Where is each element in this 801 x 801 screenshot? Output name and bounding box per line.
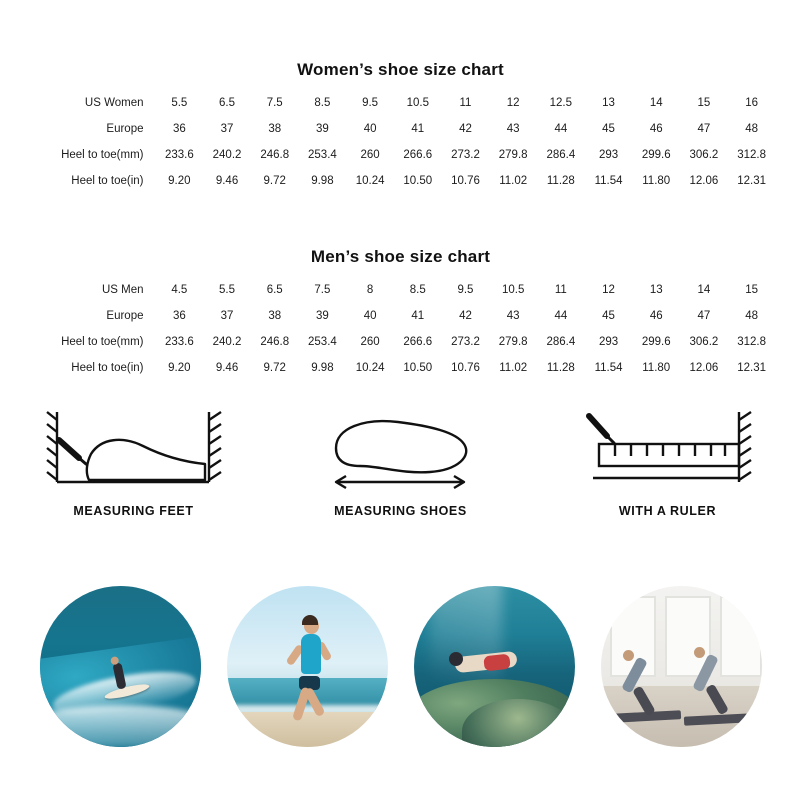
cell: 44: [554, 123, 568, 135]
measuring-methods-row: [0, 410, 801, 518]
cell: 12: [602, 284, 615, 296]
cell: 299.6: [641, 336, 671, 348]
cell: 10.50: [403, 175, 433, 187]
cell: 10.5: [406, 97, 429, 109]
cell: 7.5: [314, 284, 331, 296]
cell: 312.8: [737, 149, 767, 161]
table-row: [26, 355, 776, 381]
measuring-shoes-item: [281, 410, 521, 518]
cell: 42: [459, 123, 472, 135]
cell: 11.02: [499, 175, 528, 187]
cell: 10.5: [501, 284, 525, 296]
cell: 10.24: [355, 175, 385, 187]
row-label: US Men: [101, 284, 144, 296]
cell: 37: [220, 123, 234, 135]
cell: 14: [697, 284, 711, 296]
cell: 306.2: [689, 149, 719, 161]
foot-against-wall-icon: [14, 410, 254, 490]
with-a-ruler-caption: WITH A RULER: [618, 504, 717, 518]
cell: 253.4: [308, 149, 337, 161]
cell: 286.4: [546, 336, 576, 348]
cell: 260: [360, 336, 380, 348]
cell: 12.31: [737, 362, 767, 374]
cell: 8.5: [314, 97, 331, 109]
cell: 13: [649, 284, 663, 296]
cell: 4.5: [171, 284, 188, 296]
cell: 40: [363, 310, 377, 322]
cell: 15: [697, 97, 711, 109]
row-label: Heel to toe(in): [71, 362, 144, 374]
row-label: US Women: [84, 97, 144, 109]
cell: 11.54: [594, 175, 623, 187]
cell: 6.5: [219, 97, 236, 109]
cell: 9.20: [168, 362, 191, 374]
row-label: Europe: [106, 123, 144, 135]
mens-size-table: [26, 277, 776, 381]
row-label: Heel to toe(in): [71, 175, 144, 187]
cell: 286.4: [546, 149, 576, 161]
cell: 12.06: [689, 175, 719, 187]
cell: 47: [697, 310, 711, 322]
cell: 13: [602, 97, 615, 109]
table-row: [26, 168, 776, 194]
cell: 9.46: [215, 175, 239, 187]
cell: 12: [506, 97, 520, 109]
cell: 240.2: [212, 149, 242, 161]
cell: 9.5: [457, 284, 474, 296]
cell: 45: [602, 123, 615, 135]
cell: 9.98: [311, 175, 334, 187]
cell: 15: [745, 284, 759, 296]
measuring-feet-caption: MEASURING FEET: [73, 504, 194, 518]
cell: 38: [268, 310, 282, 322]
cell: 43: [506, 123, 520, 135]
cell: 14: [649, 97, 663, 109]
cell: 37: [220, 310, 234, 322]
table-row: [26, 329, 776, 355]
cell: 9.98: [311, 362, 334, 374]
row-label: Europe: [106, 310, 144, 322]
cell: 233.6: [164, 336, 194, 348]
cell: 240.2: [212, 336, 242, 348]
ruler-against-wall-icon: [548, 410, 788, 490]
cell: 9.20: [168, 175, 191, 187]
cell: 11.80: [642, 362, 671, 374]
cell: 39: [316, 310, 329, 322]
cell: 9.72: [263, 362, 286, 374]
cell: 44: [554, 310, 568, 322]
womens-chart-title: Women’s shoe size chart: [297, 60, 504, 79]
cell: 41: [411, 310, 425, 322]
mens-chart-title: Men’s shoe size chart: [310, 247, 491, 266]
cell: 9.72: [263, 175, 286, 187]
cell: 306.2: [689, 336, 719, 348]
lifestyle-photos-row: [0, 586, 801, 747]
table-row: [26, 277, 776, 303]
cell: 46: [649, 310, 663, 322]
cell: 40: [363, 123, 377, 135]
cell: 45: [602, 310, 615, 322]
snorkeling-photo: [414, 586, 575, 747]
cell: 312.8: [737, 336, 767, 348]
cell: 233.6: [164, 149, 194, 161]
cell: 11.02: [499, 362, 528, 374]
cell: 12.5: [549, 97, 573, 109]
cell: 12.31: [737, 175, 767, 187]
cell: 11.80: [642, 175, 671, 187]
cell: 10.76: [451, 362, 480, 374]
cell: 36: [172, 310, 186, 322]
cell: 48: [745, 310, 759, 322]
with-a-ruler-item: [548, 410, 788, 518]
cell: 41: [411, 123, 425, 135]
cell: 293: [598, 149, 619, 161]
cell: 260: [360, 149, 380, 161]
table-row: [26, 303, 776, 329]
cell: 42: [459, 310, 472, 322]
cell: 11.54: [594, 362, 623, 374]
table-row: [26, 142, 776, 168]
cell: 266.6: [403, 149, 433, 161]
cell: 273.2: [451, 336, 480, 348]
cell: 5.5: [219, 284, 236, 296]
cell: 6.5: [266, 284, 283, 296]
table-row: [26, 116, 776, 142]
cell: 299.6: [641, 149, 671, 161]
cell: 36: [172, 123, 186, 135]
cell: 47: [697, 123, 711, 135]
womens-size-chart: [0, 60, 801, 194]
cell: 8: [366, 284, 374, 296]
cell: 12.06: [689, 362, 719, 374]
cell: 253.4: [308, 336, 337, 348]
table-row: [26, 90, 776, 116]
womens-size-table: [26, 90, 776, 194]
cell: 279.8: [498, 149, 528, 161]
cell: 11: [459, 97, 472, 109]
cell: 279.8: [498, 336, 528, 348]
surfing-photo: [40, 586, 201, 747]
cell: 266.6: [403, 336, 433, 348]
cell: 16: [745, 97, 759, 109]
measuring-shoes-caption: MEASURING SHOES: [334, 504, 467, 518]
mens-size-chart: [0, 247, 801, 381]
cell: 10.76: [451, 175, 480, 187]
cell: 11.28: [546, 175, 575, 187]
cell: 9.5: [362, 97, 379, 109]
cell: 11: [554, 284, 567, 296]
shoe-sole-outline-icon: [281, 410, 521, 490]
cell: 273.2: [451, 149, 480, 161]
yoga-photo: [601, 586, 762, 747]
row-label: Heel to toe(mm): [61, 149, 144, 161]
cell: 246.8: [260, 149, 290, 161]
measuring-feet-item: [14, 410, 254, 518]
cell: 293: [598, 336, 619, 348]
cell: 8.5: [409, 284, 426, 296]
cell: 9.46: [215, 362, 239, 374]
cell: 7.5: [266, 97, 283, 109]
running-photo: [227, 586, 388, 747]
cell: 10.50: [403, 362, 433, 374]
cell: 10.24: [355, 362, 385, 374]
row-label: Heel to toe(mm): [61, 336, 144, 348]
cell: 38: [268, 123, 282, 135]
cell: 46: [649, 123, 663, 135]
cell: 246.8: [260, 336, 290, 348]
cell: 39: [316, 123, 329, 135]
cell: 5.5: [171, 97, 188, 109]
cell: 11.28: [546, 362, 575, 374]
cell: 43: [506, 310, 520, 322]
cell: 48: [745, 123, 759, 135]
